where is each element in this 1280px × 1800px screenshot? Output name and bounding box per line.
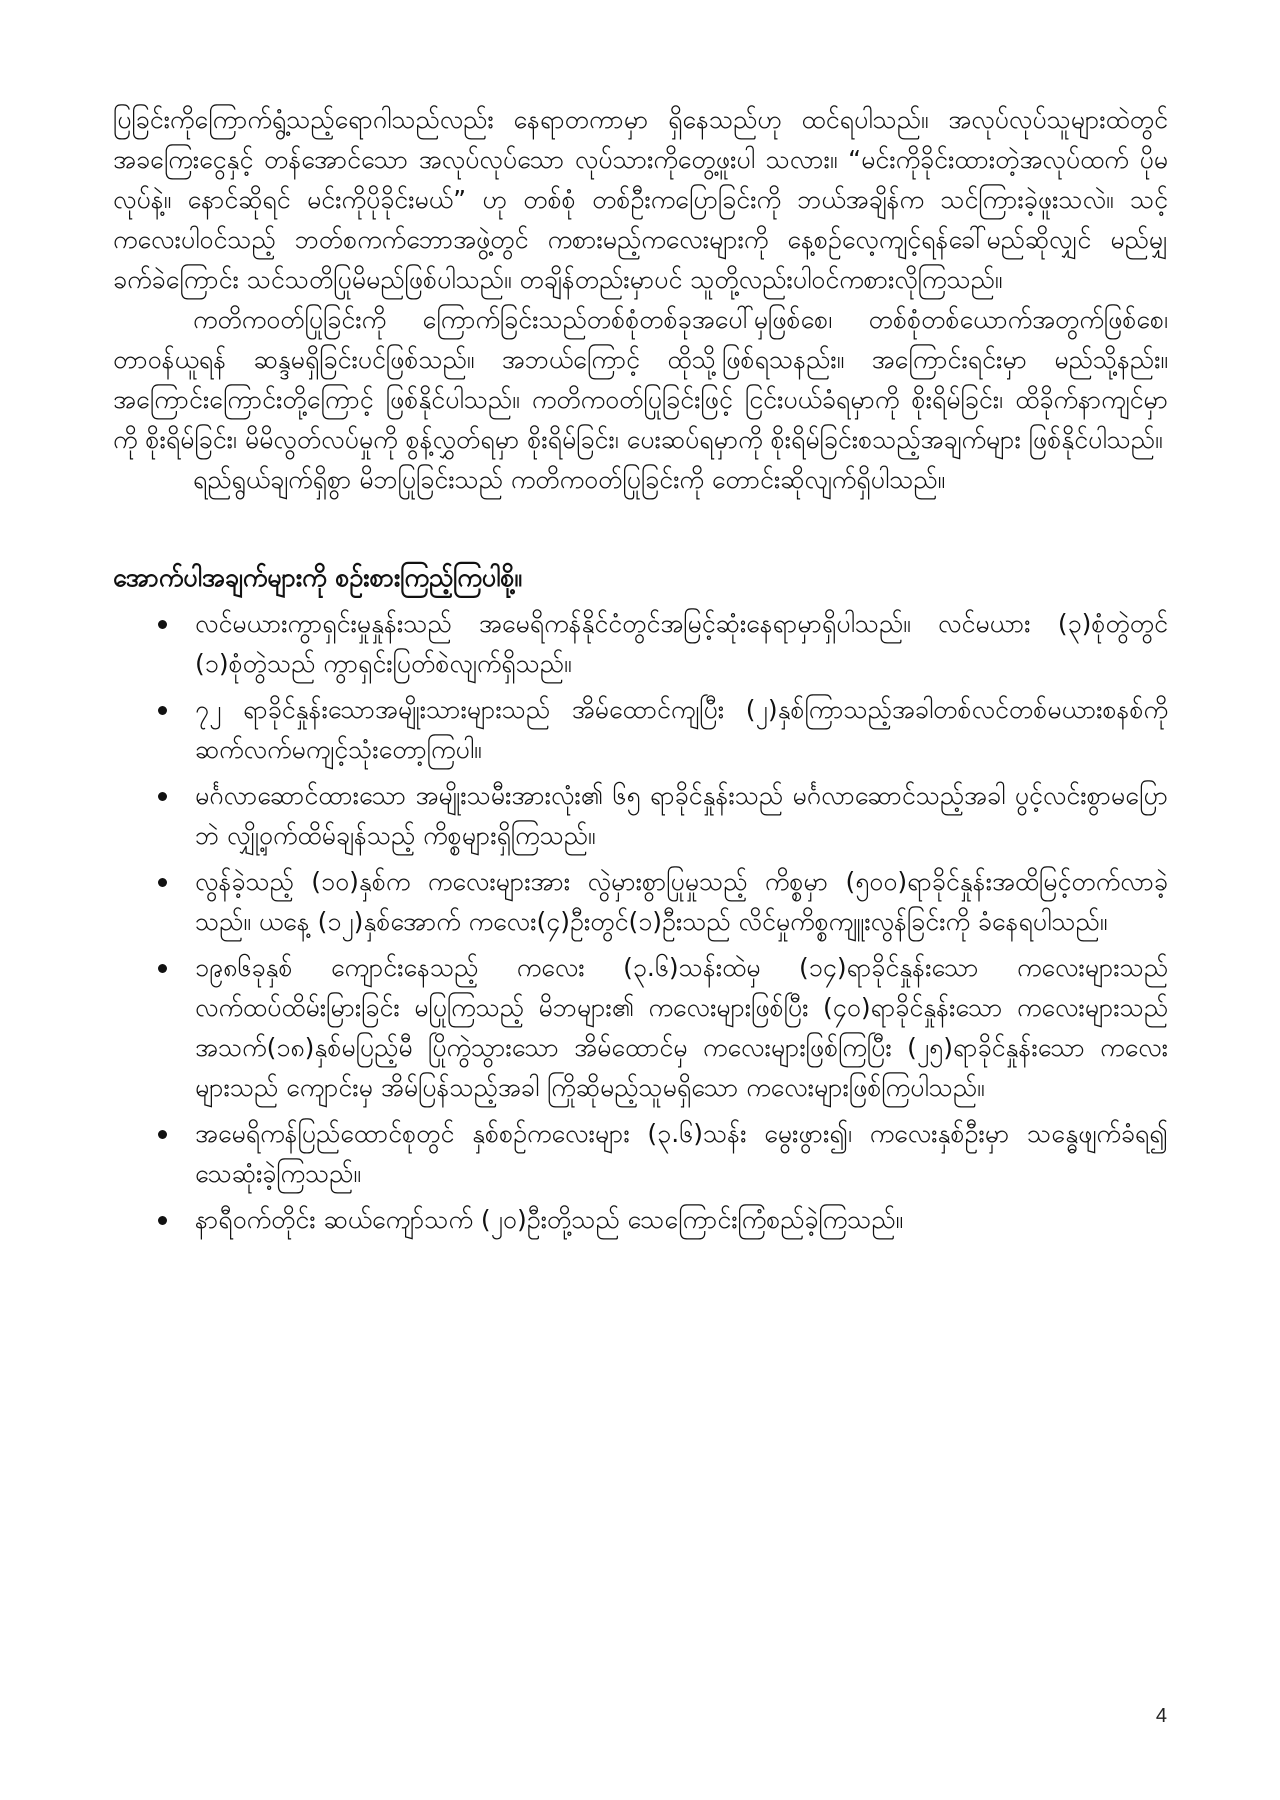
list-item-text: လင်မယားကွာရှင်းမှုနှုန်းသည် အမေရိကန်နိုင်ငံတွင်အမြင့်ဆုံးနေရာမှာရှိပါသည်။ လင်မယား (၃)စုံတွဲတွင် (၁)စုံတွဲသည် ကွာရှင်းပြတ်စဲလျက်ရှိသည်။ bbox=[195, 609, 1168, 678]
bullet-list bbox=[113, 604, 1168, 1240]
list-item bbox=[113, 1200, 1168, 1240]
bullet-icon bbox=[158, 620, 167, 629]
list-item bbox=[113, 690, 1168, 770]
list-item bbox=[113, 1114, 1168, 1194]
bullet-icon bbox=[158, 706, 167, 715]
paragraph-3: ရည်ရွယ်ချက်ရှိစွာ မိဘပြုခြင်းသည် ကတိကဝတ်ပြုခြင်းကို တောင်းဆိုလျက်ရှိပါသည်။ bbox=[193, 465, 946, 494]
list-item bbox=[113, 948, 1168, 1108]
list-item-text: လွန်ခဲ့သည့် (၁၀)နှစ်က ကလေးများအား လွဲမှားစွာပြုမှုသည့် ကိစ္စမှာ (၅၀၀)ရာခိုင်နှုန်းအထိမြင့်တက်လာခဲ့သည်။ ယနေ့ (၁၂)နှစ်အောက် ကလေး(၄)ဦးတွင်(၁)ဦးသည် လိင်မှုကိစ္စကျူးလွန်ခြင်းကို ခံနေရပါသည်။ bbox=[195, 867, 1168, 936]
bullet-icon bbox=[158, 964, 167, 973]
list-item bbox=[113, 862, 1168, 942]
paragraph-1: ပြခြင်းကိုကြောက်ရွံ့သည့်ရောဂါသည်လည်း နေရာတကာမှာ ရှိနေသည်ဟု ထင်ရပါသည်။ အလုပ်လုပ်သူများထဲတွင် အခကြေးငွေနှင့် တန်အောင်သော အလုပ်လုပ်သော လုပ်သားကိုတွေ့ဖူးပါ သလား။ “မင်းကိုခိုင်းထားတဲ့အလုပ်ထက် ပိုမလုပ်နဲ့။ နောင်ဆိုရင် မင်းကိုပိုခိုင်းမယ်” ဟု တစ်စုံ တစ်ဦးကပြောခြင်းကို ဘယ်အချိန်က သင်ကြားခဲ့ဖူးသလဲ။ သင့်ကလေးပါဝင်သည့် ဘတ်စကက်ဘောအဖွဲ့တွင် ကစားမည့်ကလေးများကို နေ့စဉ်လေ့ကျင့်ရန်ခေါ်မည်ဆိုလျှင် မည်မျှခက်ခဲကြောင်း သင်သတိပြုမိမည်ဖြစ်ပါသည်။ တချိန်တည်းမှာပင် သူတို့လည်းပါဝင်ကစားလိုကြသည်။ bbox=[113, 105, 1168, 294]
bullet-icon bbox=[158, 878, 167, 887]
list-item bbox=[113, 776, 1168, 856]
bullet-icon bbox=[158, 792, 167, 801]
list-item bbox=[113, 604, 1168, 684]
list-item-text: အမေရိကန်ပြည်ထောင်စုတွင် နှစ်စဉ်ကလေးများ (၃.၆)သန်း မွေးဖွား၍၊ ကလေးနှစ်ဦးမှာ သန္ဓေဖျက်ခံရ၍ သေဆုံးခဲ့ကြသည်။ bbox=[195, 1119, 1168, 1188]
bullet-icon bbox=[158, 1130, 167, 1139]
list-item-text: နာရီဝက်တိုင်း ဆယ်ကျော်သက် (၂၀)ဦးတို့သည် သေကြောင်းကြံစည်ခဲ့ကြသည်။ bbox=[195, 1205, 904, 1234]
list-item-text: ၇၂ ရာခိုင်နှုန်းသောအမျိုးသားများသည် အိမ်ထောင်ကျပြီး (၂)နှစ်ကြာသည့်အခါတစ်လင်တစ်မယားစနစ်ကို ဆက်လက်မကျင့်သုံးတော့ကြပါ။ bbox=[195, 695, 1168, 764]
paragraph-2: ကတိကဝတ်ပြုခြင်းကို ကြောက်ခြင်းသည်တစ်စုံတစ်ခုအပေါ်မှဖြစ်စေ၊ တစ်စုံတစ်ယောက်အတွက်ဖြစ်စေ၊ တာဝန်ယူရန် ဆန္ဒမရှိခြင်းပင်ဖြစ်သည်။ အဘယ်ကြောင့် ထိုသို့ဖြစ်ရသနည်း။ အကြောင်းရင်းမှာ မည်သို့နည်း။ အကြောင်းကြောင်းတို့ကြောင့် ဖြစ်နိုင်ပါသည်။ ကတိကဝတ်ပြုခြင်းဖြင့် ငြင်းပယ်ခံရမှာကို စိုးရိမ်ခြင်း၊ ထိခိုက်နာကျင်မှာကို စိုးရိမ်ခြင်း၊ မိမိလွတ်လပ်မှုကို စွန့်လွှတ်ရမှာ စိုးရိမ်ခြင်း၊ ပေးဆပ်ရမှာကို စိုးရိမ်ခြင်းစသည့်အချက်များ ဖြစ်နိုင်ပါသည်။ bbox=[113, 305, 1168, 454]
section-heading: အောက်ပါအချက်များကို စဉ်းစားကြည့်ကြပါစို့။ bbox=[113, 563, 522, 592]
list-item-text: ၁၉၈၆ခုနှစ် ကျောင်းနေသည့် ကလေး (၃.၆)သန်းထဲမှ (၁၄)ရာခိုင်နှုန်းသော ကလေးများသည် လက်ထပ်ထိမ်းမြားခြင်း မပြုကြသည့် မိဘများ၏ ကလေးများဖြစ်ပြီး (၄၀)ရာခိုင်နှုန်းသော ကလေးများသည် အသက်(၁၈)နှစ်မပြည့်မီ ပြိုကွဲသွားသော အိမ်ထောင်မှ ကလေးများဖြစ်ကြပြီး (၂၅)ရာခိုင်နှုန်းသော ကလေးများသည် ကျောင်းမှ အိမ်ပြန်သည့်အခါ ကြိုဆိုမည့်သူမရှိသော ကလေးများဖြစ်ကြပါသည်။ bbox=[195, 953, 1168, 1102]
list-item-text: မင်္ဂလာဆောင်ထားသော အမျိုးသမီးအားလုံး၏ ၆၅ ရာခိုင်နှုန်းသည် မင်္ဂလာဆောင်သည့်အခါ ပွင့်လင်းစွာမပြောဘဲ လျှို့ဝှက်ထိမ်ချန်သည့် ကိစ္စများရှိကြသည်။ bbox=[195, 781, 1168, 850]
page-content bbox=[113, 100, 1168, 1246]
bullet-icon bbox=[158, 1216, 167, 1225]
page-number: 4 bbox=[1155, 1705, 1167, 1727]
